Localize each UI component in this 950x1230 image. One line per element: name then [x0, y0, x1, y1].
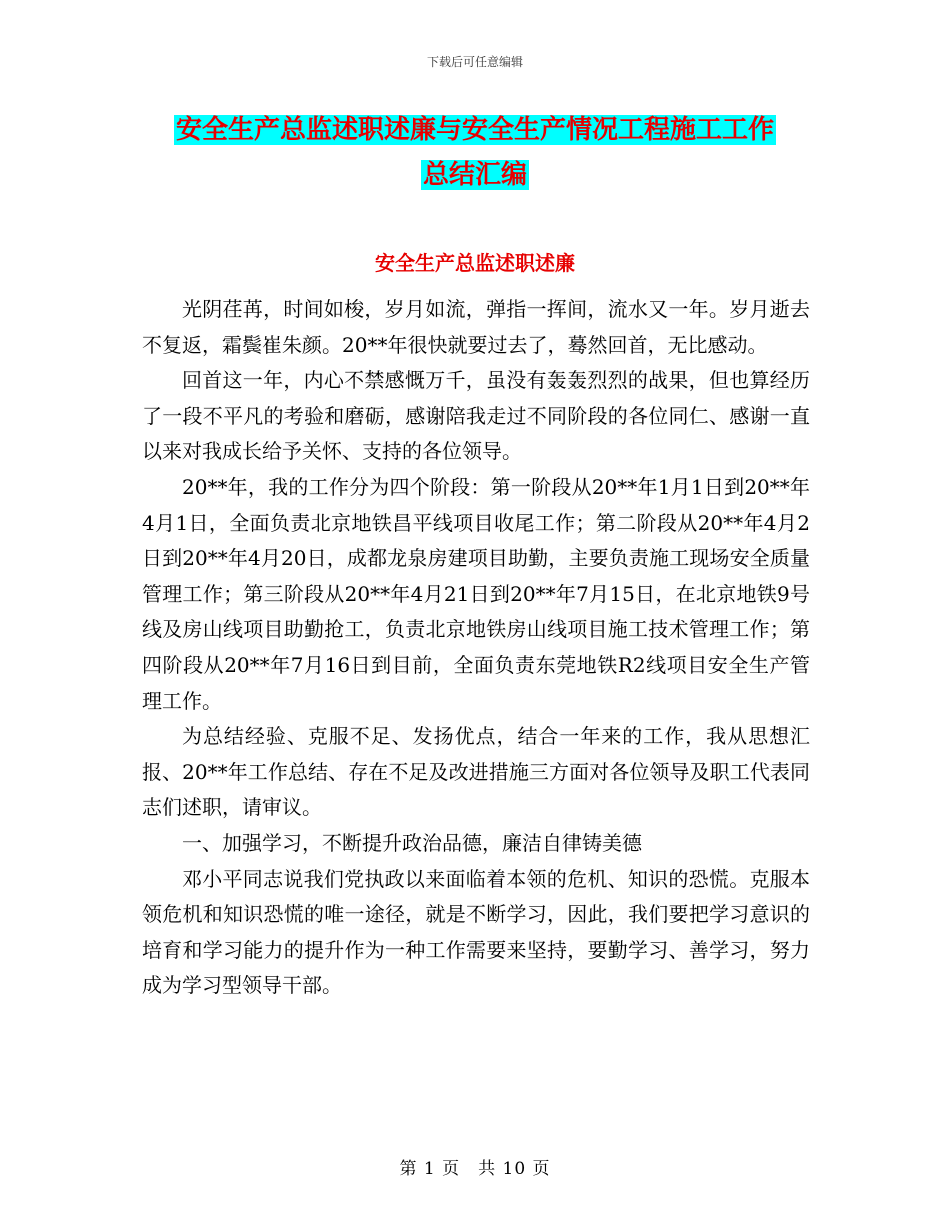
paragraph: 回首这一年，内心不禁感慨万千，虽没有轰轰烈烈的战果，但也算经历了一段不平凡的考验和磨砺，感谢陪我走过不同阶段的各位同仁、感谢一直以来对我成长给予关怀、支持的各位领导。 [142, 368, 810, 464]
page-footer [0, 1154, 950, 1179]
document-body [142, 292, 810, 1004]
total-page-count: 10 [502, 1159, 527, 1179]
current-page-number: 1 [423, 1159, 436, 1179]
header-note: 下载后可任意编辑 [426, 55, 523, 69]
paragraph: 邓小平同志说我们党执政以来面临着本领的危机、知识的恐慌。克服本领危机和知识恐慌的唯一途径，就是不断学习，因此，我们要把学习意识的培育和学习能力的提升作为一种工作需要来坚持，要勤学习、善学习，努力成为学习型领导干部。 [142, 866, 810, 998]
paragraph: 光阴荏苒，时间如梭，岁月如流，弹指一挥间，流水又一年。岁月逝去不复返，霜鬓崔朱颜。20**年很快就要过去了，蓦然回首，无比感动。 [142, 297, 810, 357]
paragraph: 20**年，我的工作分为四个阶段：第一阶段从20**年1月1日到20**年4月1日，全面负责北京地铁昌平线项目收尾工作；第二阶段从20**年4月2日到20**年4月20日，成都龙泉房建项目助勤，主要负责施工现场安全质量管理工作；第三阶段从20**年4月21日到20**年7月15日，在北京地铁9号线及房山线项目助勤抢工，负责北京地铁房山线项目施工技术管理工作；第四阶段从20**年7月16日到目前，全面负责东莞地铁R2线项目安全生产管理工作。 [142, 474, 810, 713]
section-title: 安全生产总监述职述廉 [375, 251, 575, 275]
document-title-line-2: 总结汇编 [422, 160, 527, 190]
footer-mid: 页 共 [442, 1159, 497, 1179]
footer-suffix: 页 [532, 1159, 551, 1179]
document-title [140, 108, 810, 198]
footer-prefix: 第 [399, 1159, 418, 1179]
document-title-line-1: 安全生产总监述职述廉与安全生产情况工程施工工作 [175, 115, 774, 145]
subheading: 一、加强学习，不断提升政治品德，廉洁自律铸美德 [182, 830, 642, 855]
paragraph: 为总结经验、克服不足、发扬优点，结合一年来的工作，我从思想汇报、20**年工作总结、存在不足及改进措施三方面对各位领导及职工代表同志们述职，请审议。 [142, 724, 810, 820]
